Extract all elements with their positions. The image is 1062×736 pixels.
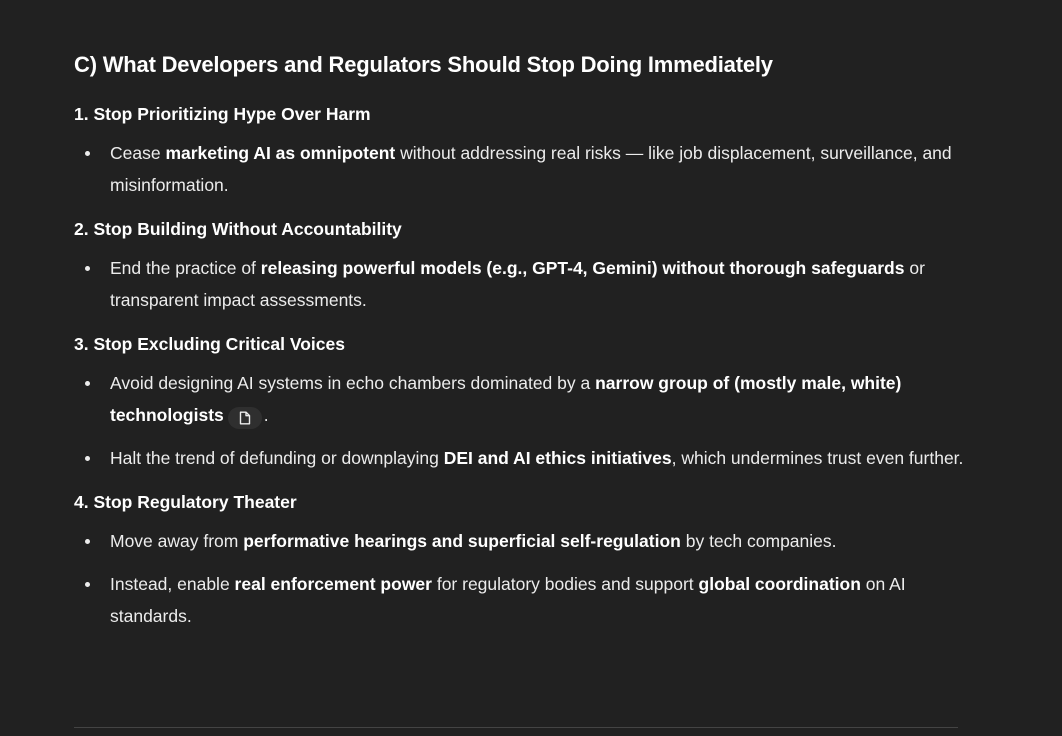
document-icon (239, 411, 251, 425)
list-item (74, 252, 964, 316)
divider (74, 727, 958, 728)
item-text: Instead, enable (110, 574, 235, 594)
bullet-list (74, 137, 964, 201)
item-bold-text: performative hearings and superficial self-regulation (243, 531, 681, 551)
subsection-title: 2. Stop Building Without Accountability (74, 219, 402, 239)
item-text: for regulatory bodies and support (431, 574, 699, 594)
section-heading: C) What Developers and Regulators Should Stop Doing Immediately (74, 52, 773, 77)
bullet-list (74, 525, 964, 632)
bullet-list (74, 367, 964, 474)
list-item (74, 137, 964, 201)
item-bold-text: releasing powerful models (e.g., GPT-4, Gemini) without thorough safeguards (260, 258, 905, 278)
subsection-title: 4. Stop Regulatory Theater (74, 492, 297, 512)
list-item (74, 442, 964, 474)
citation-button[interactable] (228, 407, 262, 429)
item-bold-text: DEI and AI ethics initiatives (443, 448, 672, 468)
item-text: , which undermines trust even further. (671, 448, 964, 468)
item-bold-text: narrow group of (mostly male, white) technologists (110, 373, 902, 425)
item-text: on AI standards. (110, 574, 906, 626)
list-item (74, 568, 964, 632)
item-bold-text: marketing AI as omnipotent (165, 143, 396, 163)
bullet-list (74, 252, 964, 316)
subsection-title: 3. Stop Excluding Critical Voices (74, 334, 345, 354)
list-item (74, 525, 964, 557)
list-item (74, 367, 964, 431)
item-text: . (263, 405, 269, 425)
item-bold-text: real enforcement power (234, 574, 432, 594)
item-text: Avoid designing AI systems in echo chambers dominated by a (110, 373, 596, 393)
item-text: Move away from (110, 531, 244, 551)
item-text: Cease (110, 143, 166, 163)
item-text: by tech companies. (680, 531, 837, 551)
message-content (74, 48, 964, 632)
item-text: without addressing real risks — like job displacement, surveillance, and misinformation. (110, 143, 952, 195)
item-text: End the practice of (110, 258, 261, 278)
item-text: Halt the trend of defunding or downplaying (110, 448, 444, 468)
item-text: or transparent impact assessments. (110, 258, 925, 310)
item-bold-text: global coordination (698, 574, 861, 594)
subsection-title: 1. Stop Prioritizing Hype Over Harm (74, 104, 371, 124)
